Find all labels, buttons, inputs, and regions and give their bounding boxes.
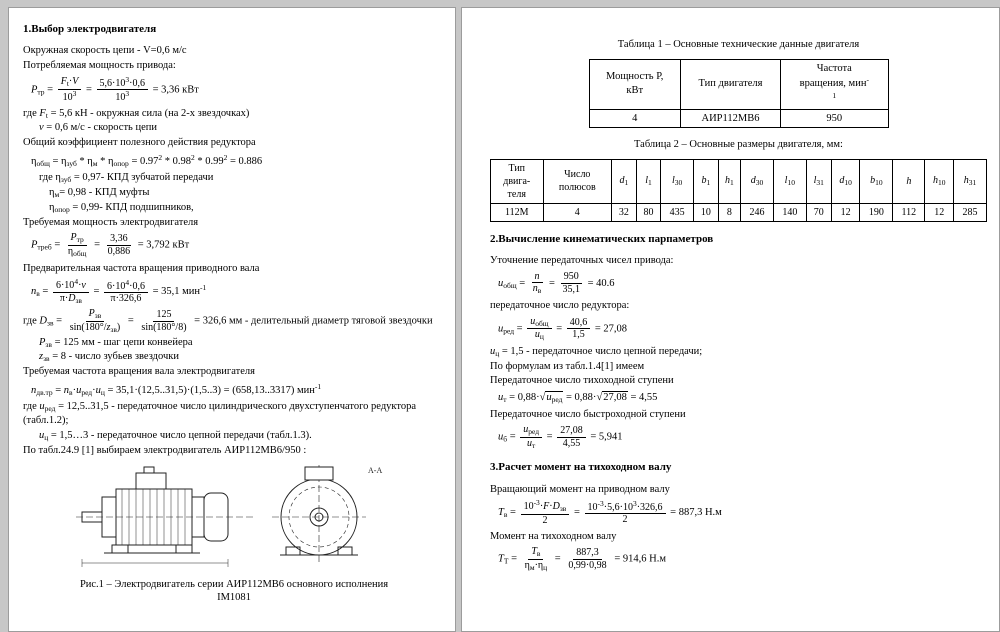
text-run: F [60, 76, 67, 88]
column-header [860, 159, 893, 203]
table-cell: 140 [773, 203, 806, 221]
subscript: зуб [60, 175, 72, 185]
subscript: общ [535, 318, 549, 328]
fraction-denominator [532, 329, 547, 342]
column-header [661, 159, 694, 203]
table-cell: 4 [589, 109, 680, 128]
subscript: зв [94, 311, 102, 321]
fraction-denominator: $\eta_м\cdot\eta_ц$ [524, 559, 548, 572]
fraction-numerator: 3,36 [107, 233, 131, 246]
formula: uб = $\frac{u_{ред}}{u_т}$ = $\frac{27,08}{4,55}$ = 5,941 [498, 424, 623, 450]
subscript: 1 [706, 178, 711, 188]
table-cell: 8 [718, 203, 741, 221]
paragraph: Уточнение передаточных чисел привода: [490, 255, 674, 267]
text-run: h [906, 175, 912, 187]
figure-caption: IM1081 [217, 592, 251, 604]
text-run: D [39, 315, 48, 327]
table-cell: 12 [925, 203, 954, 221]
fraction-denominator: 2 [622, 514, 628, 526]
fraction-numerator: $6\cdot 10^4\cdot v$ [53, 278, 89, 293]
text-run: b [870, 175, 876, 187]
subscript: ред [44, 404, 56, 414]
superscript: 3 [125, 89, 130, 99]
fraction-denominator: $\pi\cdot D_{зв}$ [59, 292, 82, 305]
subscript: 1 [647, 178, 652, 188]
text-run: u [39, 429, 45, 441]
subscript: 1 [730, 178, 734, 188]
subscript: общ [36, 158, 50, 168]
superscript: 2 [223, 152, 228, 162]
text-run: n [532, 283, 538, 295]
table-cell: 12 [831, 203, 860, 221]
radical-sign: √ [539, 391, 546, 403]
paragraph: где uред = 12,5..31,5 - передаточное число цилиндрического двухступенчатого редуктора (табл.1.2); [23, 401, 416, 427]
superscript: 3 [72, 88, 77, 98]
superscript: 2 [190, 152, 195, 162]
document-page-1[interactable] [8, 7, 456, 632]
fraction-numerator: 950 [561, 271, 582, 284]
text-run: u [546, 391, 552, 403]
fraction-denominator [524, 438, 538, 451]
text-run: u [498, 323, 504, 335]
paragraph: Момент на тихоходном валу [490, 530, 617, 542]
subscript: зуб [66, 158, 77, 168]
paragraph: ηм= 0,98 - КПД муфты [49, 187, 150, 200]
table-cell: 70 [806, 203, 831, 221]
column-header: Частота вращения, мин- $^1$ [781, 59, 888, 109]
subscript: ред [503, 326, 515, 336]
text-run: P [70, 232, 77, 244]
text-run: l [672, 175, 675, 187]
paragraph: Pзв = 125 мм - шаг цепи конвейера [39, 336, 193, 349]
fraction-numerator: 887,3 [573, 547, 602, 560]
table-cell: 435 [661, 203, 694, 221]
paragraph: v = 0,6 м/с - скорость цепи [39, 122, 157, 134]
fraction [521, 499, 570, 526]
paragraph: где ηзуб = 0,97- КПД зубчатой передачи [39, 172, 214, 185]
subscript: 30 [674, 178, 683, 188]
text-run: l [784, 175, 788, 187]
formula: TТ = $\frac{T_в}{\eta_м\cdot\eta_ц}$ = $\frac{887,3}{0,99\cdot 0,98}$ = 914,6 Н.м [498, 546, 666, 572]
text-run: P [31, 83, 38, 95]
fraction-numerator: $10^{-3}\cdot 5,6\cdot 10^3\cdot 326,6$ [585, 500, 666, 515]
text-run: u [76, 384, 82, 396]
fraction-numerator: 125 [153, 309, 174, 322]
column-header [612, 159, 637, 203]
text-run: h [933, 175, 938, 187]
text-run: u [95, 384, 101, 396]
paragraph: Требуемая частота вращения вала электродвигателя [23, 366, 255, 378]
superscript: -3 [533, 498, 540, 508]
text-run: b [701, 175, 707, 187]
paragraph: zзв = 8 - число зубьев звездочки [39, 351, 179, 364]
fraction-denominator: $10^3$ [115, 89, 130, 104]
formula: uт = 0,88·√uред = 0,88·√27,08 = 4,55 [498, 391, 658, 404]
fraction [105, 233, 134, 257]
fraction [567, 317, 591, 341]
fraction [585, 500, 666, 526]
subscript: ц [543, 562, 548, 572]
table-cell: 4 [543, 203, 612, 221]
text-run: F [543, 501, 550, 513]
column-header [893, 159, 925, 203]
section-heading: 3.Расчет момент на тихоходном валу [490, 461, 672, 474]
fraction [53, 278, 89, 305]
fraction-numerator: $5,6\cdot 10^3\cdot 0,6$ [97, 76, 148, 91]
subscript: в [36, 289, 40, 299]
table-cell: 950 [781, 109, 888, 128]
subscript: общ [73, 248, 87, 258]
subscript: б [503, 434, 508, 444]
section-view-label: А-А [368, 466, 383, 476]
text-run: P [88, 308, 95, 320]
page-2-content [462, 8, 999, 572]
text-run: T [498, 553, 504, 565]
subscript: 10 [787, 178, 795, 188]
fraction-numerator [86, 308, 105, 322]
table-cell: 112 [893, 203, 925, 221]
table-cell: 190 [860, 203, 893, 221]
text-run: P [39, 336, 46, 348]
table-cell: АИР112МВ6 [680, 109, 780, 128]
fraction-numerator: $6\cdot 10^4\cdot 0,6$ [104, 279, 148, 294]
text-run: n [31, 384, 37, 396]
fraction-denominator: $10^3$ [62, 88, 77, 103]
subscript: 30 [755, 178, 764, 188]
text-run: n [63, 384, 70, 396]
paragraph: Требуемая мощность электродвигателя [23, 216, 199, 228]
column-header [831, 159, 860, 203]
subscript: ц [100, 387, 105, 397]
column-header [694, 159, 719, 203]
superscript: 4 [125, 277, 130, 287]
subscript: ред [528, 427, 540, 437]
text-run: F [39, 107, 46, 119]
fraction-denominator [530, 283, 545, 296]
text-run: h [963, 175, 969, 187]
section-heading: 2.Вычисление кинематических парпаметров [490, 232, 714, 245]
subscript: зв [47, 318, 54, 328]
fraction-numerator: $F_t\cdot V$ [58, 76, 82, 90]
subscript: м [54, 190, 60, 200]
radicand: 27,08 [603, 391, 627, 403]
column-header: Мощность Р, кВт [589, 59, 680, 109]
paragraph: Потребляемая мощность привода: [23, 59, 176, 71]
text-run: u [498, 431, 504, 443]
subscript: 10 [875, 178, 883, 188]
radical-sign: √ [596, 391, 603, 403]
text-run: d [750, 175, 756, 187]
fraction-denominator: 4,55 [562, 437, 581, 449]
superscript: - [866, 75, 869, 85]
subscript: м [92, 158, 98, 168]
fraction-denominator: sin(180°/8) [141, 321, 187, 333]
text-run: l [645, 175, 648, 187]
superscript: -3 [597, 498, 604, 508]
fraction-denominator: $\eta_{общ}$ [67, 245, 87, 258]
fraction [522, 546, 551, 572]
fraction [97, 76, 148, 104]
paragraph: где Dзв = $\frac{P_{зв}}{\sin(180^\circ/z_{зв})}$ = $\frac{125}{\sin(180^\circ/8)}$ = 326,6 мм - делительный диаметр тяговой звездочки [23, 308, 433, 334]
superscript: 3 [125, 74, 130, 84]
radical [596, 391, 627, 403]
page-1-content [9, 8, 455, 605]
text-run: n [31, 286, 37, 298]
subscript: в [537, 286, 542, 296]
formula: nв = $\frac{6\cdot 10^4\cdot v}{\pi\cdot D_{зв}}$ = $\frac{6\cdot 10^4\cdot 0,6}{\pi\cdot 326,6}$ = 35,1 мин$^{-1}$ [31, 277, 207, 305]
subscript: т [503, 394, 507, 404]
paragraph: передаточное число редуктора: [490, 299, 630, 311]
subscript: 31 [968, 178, 977, 188]
subscript: тр [37, 86, 45, 96]
text-run: u [498, 277, 504, 289]
fraction [530, 271, 545, 296]
formula: uобщ = $\frac{n}{n_в}$ = $\frac{950}{35,1}$ = 40.6 [498, 270, 615, 296]
subscript: зв [559, 504, 567, 514]
formula: ηобщ = ηзуб * ηм * ηопор = $0.97^2 * 0.98^2 * 0.99^2 = 0.886$ [31, 152, 263, 168]
table-row [589, 109, 888, 128]
fraction [559, 271, 583, 295]
text-run: P [31, 239, 38, 251]
text-run: u [39, 401, 45, 413]
fraction [65, 232, 90, 258]
header-row [589, 59, 888, 109]
table-1 [589, 59, 889, 129]
fraction [58, 76, 82, 103]
superscript: -1 [200, 283, 207, 293]
text-run: z [39, 351, 44, 363]
text-run: D [68, 292, 76, 304]
table-caption: Таблица 1 – Основные технические данные двигателя [617, 39, 860, 50]
fraction-denominator: 0,886 [107, 245, 131, 257]
subscript: ц [495, 348, 500, 358]
fraction-numerator: 40,6 [567, 317, 591, 330]
subscript: опор [54, 204, 70, 214]
fraction [527, 316, 551, 342]
fraction-numerator: $10^{-3}\cdot F\cdot D_{зв}$ [521, 499, 570, 515]
table-cell: 10 [694, 203, 719, 221]
fraction-denominator: 1,5 [572, 329, 585, 341]
text-run: u [498, 391, 504, 403]
paragraph: По формулам из табл.1.4[1] имеем [490, 360, 645, 372]
text-run: D [552, 501, 560, 513]
paragraph: Общий коэффициент полезного действия редуктора [23, 136, 256, 148]
fraction-numerator: 27,08 [557, 425, 586, 438]
subscript: 10 [938, 178, 946, 188]
subscript: 1 [624, 178, 629, 188]
fraction [67, 308, 124, 334]
subscript: Т [503, 556, 509, 566]
column-header [718, 159, 741, 203]
text-run: v [39, 122, 44, 134]
radicand [545, 391, 563, 403]
fraction-denominator: 35,1 [562, 283, 580, 295]
fraction-numerator [520, 424, 542, 438]
formula: Tв = $\frac{10^{-3}\cdot F\cdot D_{зв}}{2}$ = $\frac{10^{-3}\cdot 5,6\cdot 10^3\cdot 326,6}{2}$ = 887,3 Н.м [498, 498, 722, 527]
section-heading: 1.Выбор электродвигателя [23, 23, 157, 35]
column-header: Число полюсов [543, 159, 612, 203]
fraction-denominator: 2 [542, 515, 548, 527]
table-cell: 80 [636, 203, 661, 221]
subscript: в [69, 387, 73, 397]
formula: Pтреб = $\frac{P_{тр}}{\eta_{общ}}$ = $\frac{3,36}{0,886}$ = 3,792 кВт [31, 232, 190, 258]
column-header [954, 159, 987, 203]
fraction [565, 547, 609, 571]
fraction [104, 279, 148, 305]
text-run: u [534, 329, 540, 341]
table-cell: 32 [612, 203, 637, 221]
text-run: d [839, 175, 845, 187]
table-2 [490, 159, 987, 222]
column-header [925, 159, 954, 203]
subscript: ред [81, 387, 93, 397]
formula: uред = $\frac{u_{общ}}{u_ц}$ = $\frac{40,6}{1,5}$ = 27,08 [498, 315, 628, 342]
paragraph: Вращающий момент на приводном валу [490, 483, 670, 495]
formula: nдв.тр = nв·uред·uц = 35,1·(12,5..31,5)·(1,5..3) = (658,13..3317) мин$^{-1}$ [31, 381, 322, 397]
subscript: зв [43, 354, 50, 364]
column-header [773, 159, 806, 203]
text-run: u [527, 437, 532, 449]
table-row [491, 203, 987, 221]
motor-drawing-svg [74, 461, 394, 571]
text-run: V [72, 76, 79, 88]
subscript: зв [75, 295, 82, 305]
figure-caption: Рис.1 – Электродвигатель серии АИР112МВ6 основного исполнения [79, 578, 389, 590]
superscript: -1 [314, 381, 322, 391]
subscript: тр [76, 235, 84, 245]
column-header: Тип двигателя [680, 59, 780, 109]
text-run: d [619, 175, 625, 187]
table-caption: Таблица 2 – Основные размеры двигателя, мм: [634, 139, 843, 151]
fraction-numerator [532, 271, 543, 284]
subscript: в [536, 549, 541, 559]
paragraph: где Ft = 5,6 кН - окружная сила (на 2-х звездочках) [23, 107, 250, 120]
subscript: 10 [844, 178, 852, 188]
subscript: м [529, 562, 535, 572]
fraction-numerator [528, 546, 543, 560]
column-header [636, 159, 661, 203]
subscript: зв [45, 339, 52, 349]
subscript: ред [551, 394, 563, 404]
subscript: 31 [816, 178, 824, 188]
paragraph: ηопор = 0,99- КПД подшипников, [49, 201, 194, 214]
subscript: зв [110, 324, 117, 334]
fraction [557, 425, 586, 449]
column-header [741, 159, 774, 203]
header-row [491, 159, 987, 203]
text-run: h [725, 175, 730, 187]
text-run: T [498, 507, 504, 519]
paragraph: Предварительная частота вращения приводного вала [23, 262, 260, 274]
text-run: n [534, 270, 540, 282]
subscript: опор [113, 158, 129, 168]
column-header [806, 159, 831, 203]
text-run: u [530, 315, 536, 327]
subscript: треб [37, 242, 52, 252]
subscript: t [45, 110, 48, 120]
fraction-denominator: $\sin(180^\circ/z_{зв})$ [69, 321, 121, 334]
fraction-denominator: 0,99·0,98 [568, 559, 607, 571]
paragraph: Передаточное число быстроходной ступени [490, 408, 686, 420]
text-run: T [531, 546, 537, 558]
table-cell: 285 [954, 203, 987, 221]
fraction [138, 309, 189, 333]
formula: Pтр = $\frac{F_t\cdot V}{10^3}$ = $\frac{5,6\cdot 10^3\cdot 0,6}{10^3}$ = 3,36 кВт [31, 74, 199, 104]
superscript: 2 [158, 152, 163, 162]
paragraph: По табл.24.9 [1] выбираем электродвигатель АИР112МВ6/950 : [23, 444, 307, 456]
table-cell: 112М [491, 203, 544, 221]
subscript: общ [503, 280, 517, 290]
fraction [520, 424, 542, 450]
paragraph: uц = 1,5…3 - передаточное число цепной передачи (табл.1.3). [39, 429, 312, 442]
fraction-denominator: π·326,6 [110, 293, 142, 305]
paragraph: Окружная скорость цепи - V=0,6 м/с [23, 45, 187, 57]
superscript: 1 [832, 90, 837, 100]
document-page-2[interactable] [461, 7, 1000, 632]
radical [540, 391, 564, 403]
text-run: z [106, 321, 111, 333]
paragraph: Передаточное число тихоходной ступени [490, 375, 674, 387]
subscript: т [532, 440, 536, 450]
text-run: l [813, 175, 817, 187]
motor-drawing-figure [23, 461, 445, 576]
fraction-numerator [527, 316, 551, 330]
text-run: v [81, 280, 86, 292]
text-run: u [523, 424, 529, 436]
subscript: ц [44, 432, 49, 442]
superscript: 4 [74, 277, 79, 287]
table-cell: 246 [741, 203, 774, 221]
subscript: в [503, 510, 508, 520]
fraction-numerator [68, 232, 87, 246]
subscript: ц [539, 332, 544, 342]
subscript: дв.тр [36, 387, 53, 397]
column-header: Тип двига- теля [491, 159, 544, 203]
superscript: 3 [632, 498, 637, 508]
subscript: t [66, 79, 69, 89]
text-run: u [490, 345, 496, 357]
paragraph: uц = 1,5 - передаточное число цепной передачи; [490, 345, 703, 358]
